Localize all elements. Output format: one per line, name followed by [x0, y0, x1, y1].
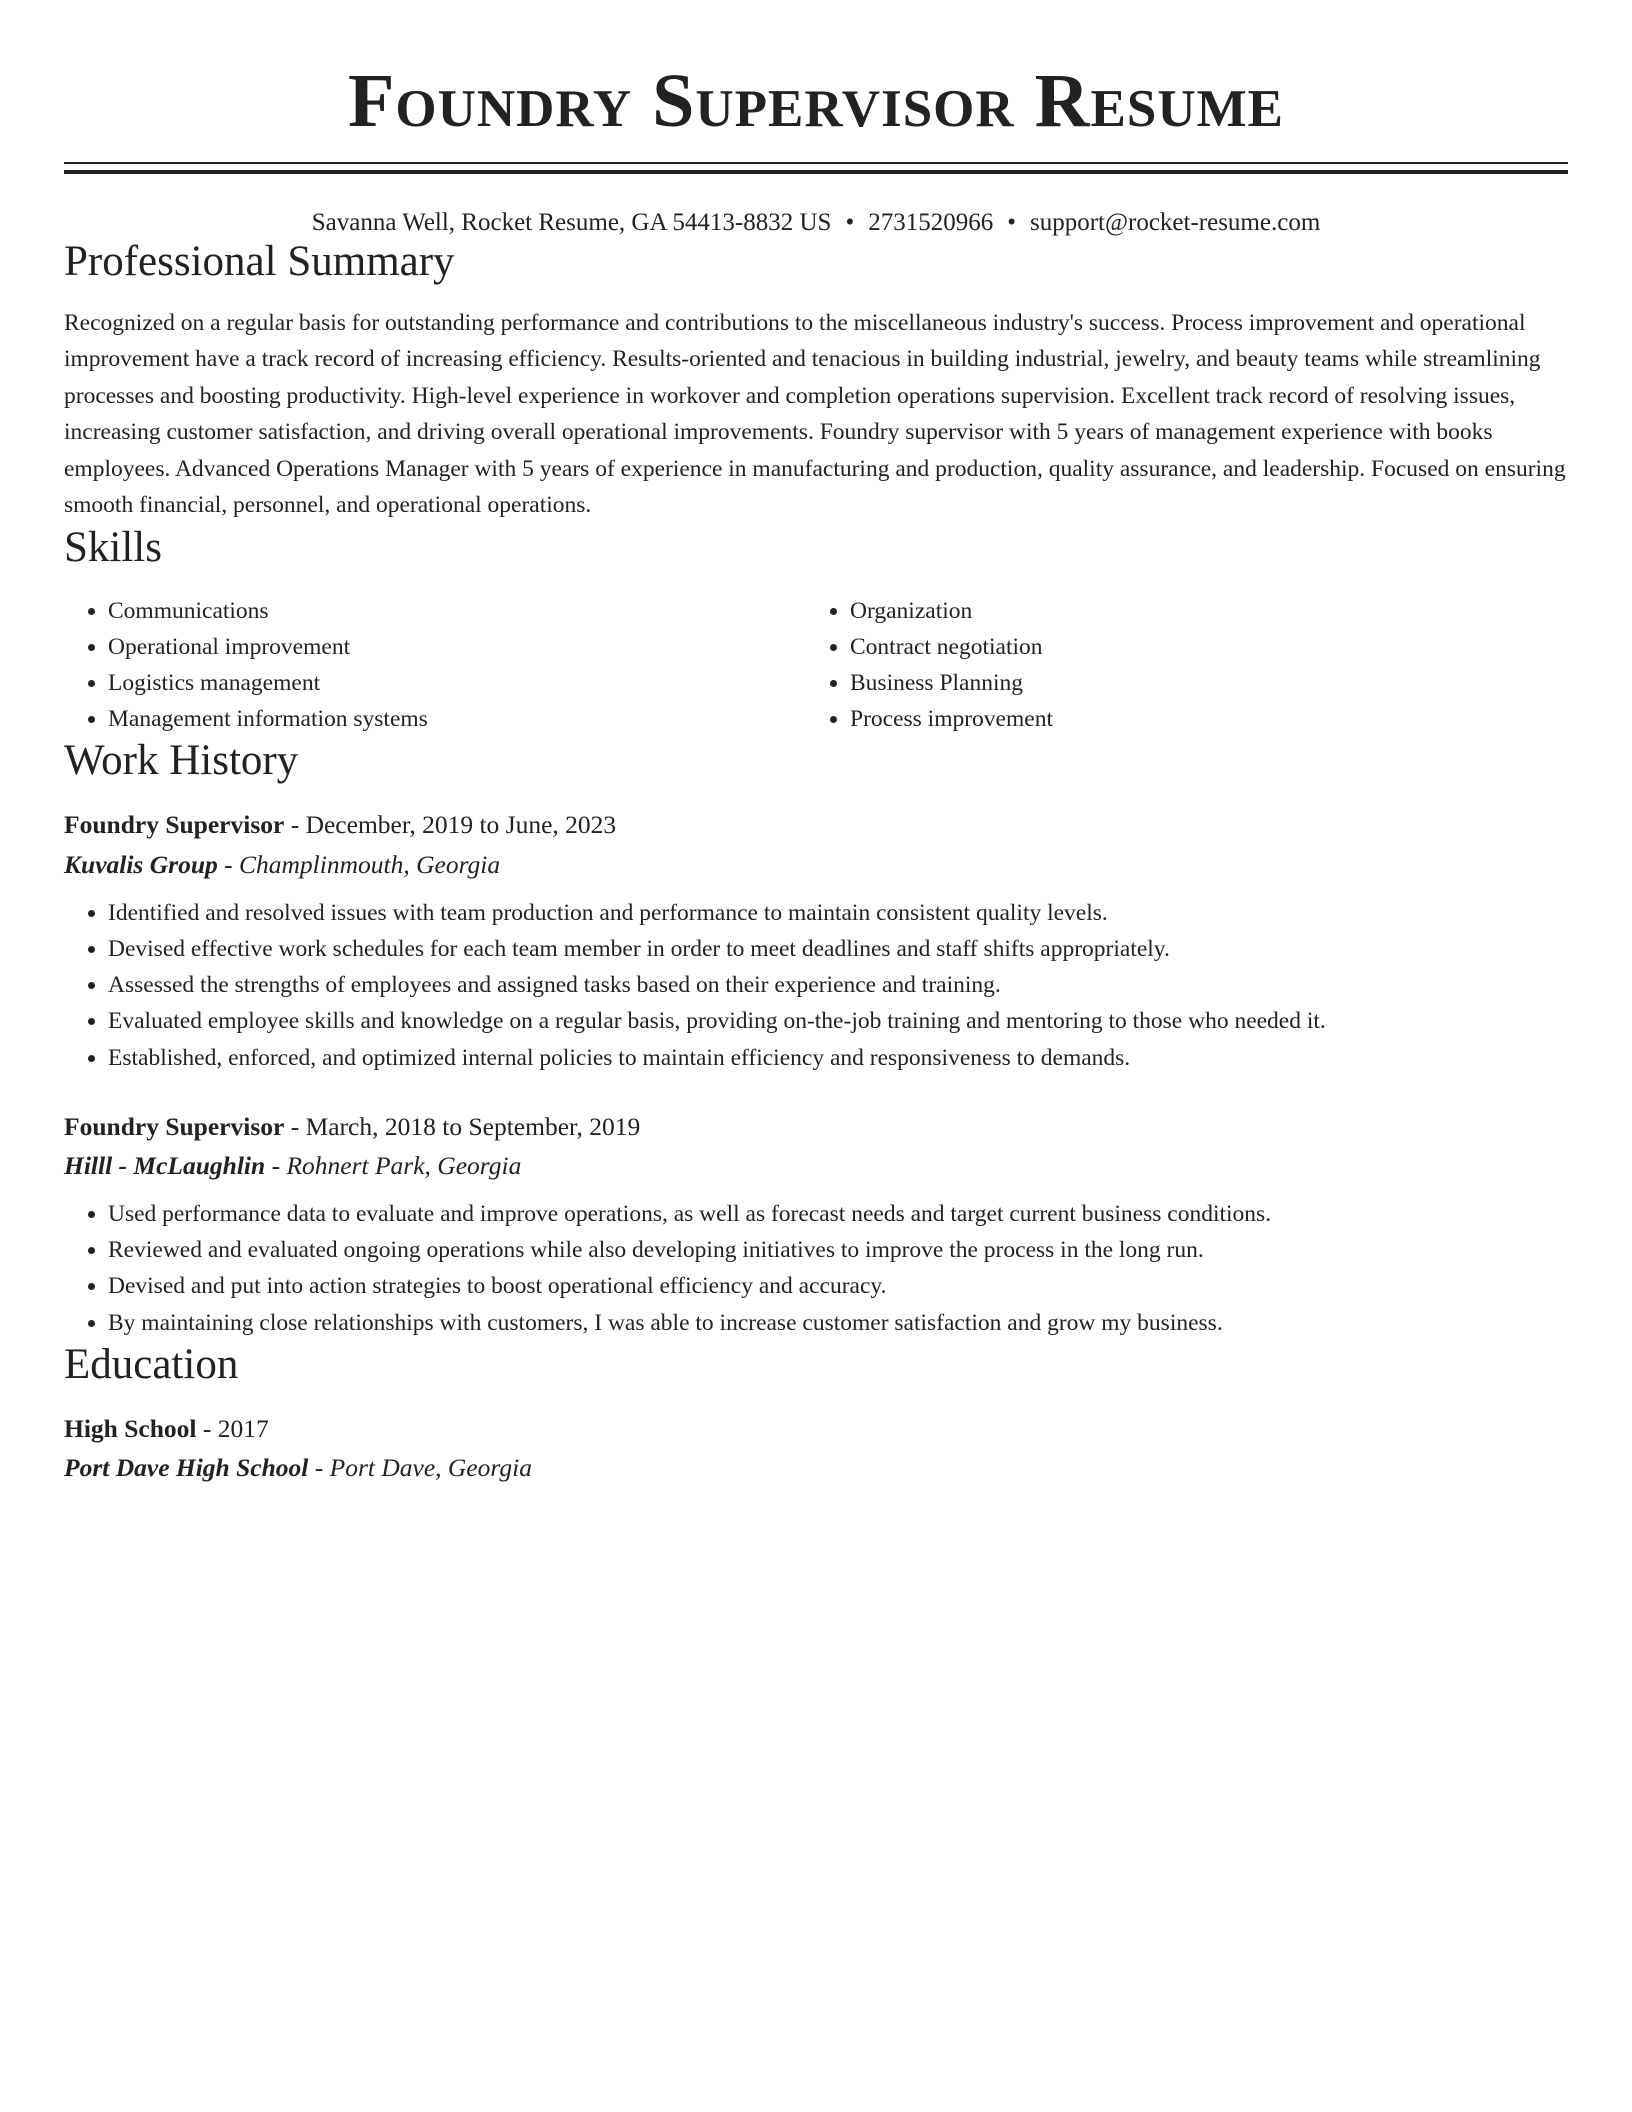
- job-role: Foundry Supervisor: [64, 810, 285, 840]
- job-bullet: • Used performance data to evaluate and improve operations, as well as forecast needs and target current business conditions.: [108, 1196, 1568, 1232]
- skills-list: [64, 593, 1568, 737]
- education-entry: [64, 1412, 1568, 1484]
- job-bullet: • Devised effective work schedules for each team member in order to meet deadlines and staff shifts appropriately.: [108, 931, 1568, 967]
- job-title-line: [64, 808, 1568, 841]
- education-location: - Port Dave, Georgia: [308, 1453, 532, 1483]
- section-heading-work-history: Work History: [64, 737, 299, 785]
- job-bullet: • Assessed the strengths of employees and assigned tasks based on their experience and training.: [108, 967, 1568, 1003]
- section-heading-education: Education: [64, 1340, 239, 1388]
- job-bullets: [64, 1196, 1568, 1341]
- job-bullet: • By maintaining close relationships with customers, I was able to increase customer satisfaction and grow my business.: [108, 1305, 1568, 1341]
- skill-item: • Logistics management: [108, 665, 806, 701]
- section-heading-skills: Skills: [64, 523, 162, 571]
- contact-line: [64, 208, 1568, 238]
- job-dates: - December, 2019 to June, 2023: [284, 810, 617, 840]
- job-bullet: • Established, enforced, and optimized internal policies to maintain efficiency and responsiveness to demands.: [108, 1040, 1568, 1076]
- job-role: Foundry Supervisor: [64, 1111, 285, 1141]
- job-company-line: [64, 848, 1568, 881]
- job-dates: - March, 2018 to September, 2019: [284, 1111, 641, 1141]
- skill-item: • Operational improvement: [108, 629, 806, 665]
- contact-email: support@rocket-resume.com: [1029, 208, 1321, 236]
- contact-phone: 2731520966: [868, 208, 994, 236]
- contact-address: Savanna Well, Rocket Resume, GA 54413-8832 US: [311, 208, 832, 236]
- job-bullet: • Identified and resolved issues with team production and performance to maintain consistent quality levels.: [108, 895, 1568, 931]
- job-bullet: • Evaluated employee skills and knowledge on a regular basis, providing on-the-job training and mentoring to those who needed it.: [108, 1003, 1568, 1039]
- education-year: - 2017: [196, 1414, 269, 1444]
- contact-separator: •: [1007, 208, 1016, 236]
- job-location: - Rohnert Park, Georgia: [265, 1150, 522, 1180]
- skill-item: • Communications: [108, 593, 806, 629]
- summary-text: Recognized on a regular basis for outstanding performance and contributions to the miscellaneous industry's success. Process improvement and operational improvement have a track record of increasing efficiency. Results-oriented and tenacious in building industrial, jewelry, and beauty teams while streamlining processes and boosting productivity. High-level experience in workover and completion operations supervision. Excellent track record of resolving issues, increasing customer satisfaction, and driving overall operational improvements. Foundry supervisor with 5 years of management experience with books employees. Advanced Operations Manager with 5 years of experience in manufacturing and production, quality assurance, and leadership. Focused on ensuring smooth financial, personnel, and operational operations.: [64, 309, 1566, 519]
- education-school: Port Dave High School: [64, 1453, 309, 1483]
- job-company-line: [64, 1149, 1568, 1182]
- skills-column-left: [64, 593, 806, 737]
- section-heading-summary: Professional Summary: [64, 237, 455, 285]
- skill-item: • Management information systems: [108, 701, 806, 737]
- job-bullet: • Reviewed and evaluated ongoing operations while also developing initiatives to improve the process in the long run.: [108, 1232, 1568, 1268]
- contact-separator: •: [845, 208, 855, 236]
- job-entry: [64, 808, 1568, 1075]
- job-company: Kuvalis Group: [64, 849, 218, 879]
- education-school-line: [64, 1451, 1568, 1484]
- skill-item: • Contract negotiation: [850, 629, 1548, 665]
- job-entry: [64, 1110, 1568, 1341]
- skill-item: • Process improvement: [850, 701, 1548, 737]
- header-divider-thick: [64, 170, 1568, 174]
- job-bullets: [64, 895, 1568, 1076]
- job-location: - Champlinmouth, Georgia: [217, 849, 501, 879]
- skill-item: • Business Planning: [850, 665, 1548, 701]
- job-bullet: • Devised and put into action strategies to boost operational efficiency and accuracy.: [108, 1268, 1568, 1304]
- skills-column-right: [806, 593, 1548, 737]
- job-company: Hilll - McLaughlin: [64, 1150, 266, 1180]
- education-degree-line: [64, 1412, 1568, 1445]
- education-degree: High School: [64, 1414, 197, 1444]
- resume-title: Foundry Supervisor Resume: [347, 59, 1285, 143]
- job-title-line: [64, 1110, 1568, 1143]
- skill-item: • Organization: [850, 593, 1548, 629]
- header-divider-thin: [64, 162, 1568, 164]
